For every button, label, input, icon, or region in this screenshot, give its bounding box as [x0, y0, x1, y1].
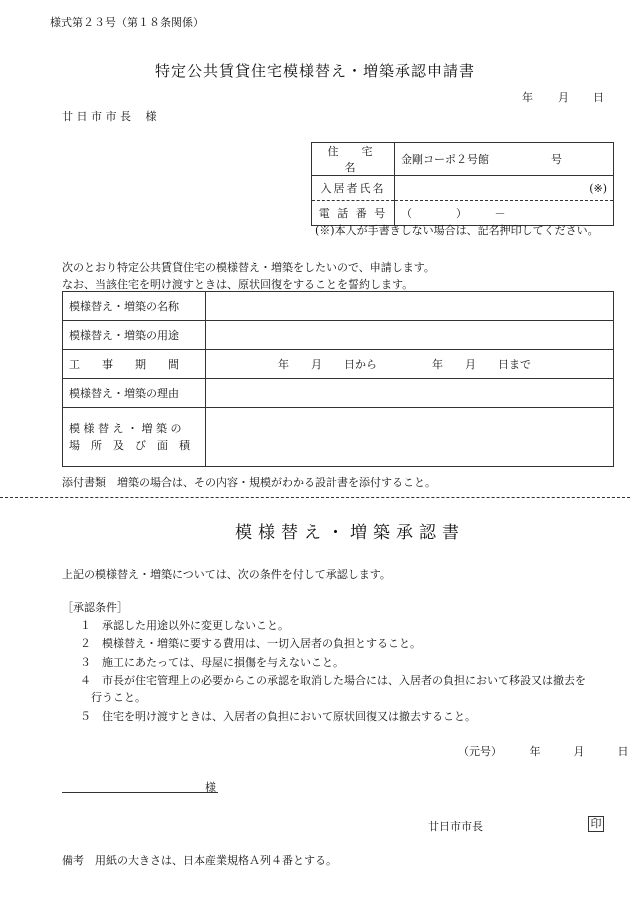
approval-title: 模様替え・増築承認書 [235, 523, 465, 543]
location-label [63, 408, 206, 467]
date-month: 月 [558, 91, 569, 104]
table-row [63, 321, 614, 350]
recipient-line[interactable] [62, 792, 218, 793]
approval-date: （元号） 年 月 日 [458, 745, 629, 758]
attachments-note: 添付書類 増築の場合は、その内容・規模がわかる設計書を添付すること。 [62, 476, 436, 489]
location-label-line-1: 模 様 替 え ・ 増 築 の [69, 422, 182, 435]
condition-item-continued: 行うこと。 [80, 691, 146, 704]
intro-line-2: なお、当該住宅を明け渡すときは、原状回復をすることを誓約します。 [62, 278, 414, 291]
intro-line-1: 次のとおり特定公共賃貸住宅の模様替え・増築をしたいので、申請します。 [62, 261, 435, 274]
table-row [63, 379, 614, 408]
table-row [63, 350, 614, 379]
purpose-label: 模様替え・増築の用途 [63, 321, 206, 350]
remarks: 備考 用紙の大きさは、日本産業規格Ａ列４番とする。 [62, 854, 337, 867]
table-row [63, 292, 614, 321]
signature-note: (※)本人が手書きしない場合は、記名押印してください。 [315, 224, 599, 237]
table-row [312, 143, 614, 176]
page-title: 特定公共賃貸住宅模様替え・増築承認申請書 [155, 62, 476, 80]
period-field[interactable]: 年 月 日から 年 月 日まで [206, 350, 614, 379]
table-row [63, 408, 614, 467]
condition-item: ２ 模様替え・増築に要する費用は、一切入居者の負担とすること。 [80, 637, 421, 650]
seal-mark: 印 [588, 816, 604, 832]
condition-item: ４ 市長が住宅管理上の必要からこの承認を取消した場合には、入居者の負担において移設又は撤去を [80, 674, 586, 687]
housing-name-value: 金剛コーポ２号館 [401, 153, 489, 166]
location-label-line-2: 場 所 及 び 面 積 [69, 439, 190, 452]
name-label: 模様替え・増築の名称 [63, 292, 206, 321]
approval-intro: 上記の模様替え・増築については、次の条件を付して承認します。 [62, 568, 391, 581]
phone-value: （ ） － [401, 207, 506, 220]
section-divider [0, 497, 630, 498]
resident-name-field[interactable] [395, 176, 614, 201]
room-number-suffix: 号 [551, 153, 562, 166]
resident-name-label: 入居者氏名 [312, 176, 395, 201]
condition-item: ５ 住宅を明け渡すときは、入居者の負担において原状回復又は撤去すること。 [80, 710, 476, 723]
location-field[interactable] [206, 408, 614, 467]
recipient-suffix: 様 [205, 781, 216, 794]
date-year: 年 [522, 91, 533, 104]
handwriting-mark: (※) [589, 181, 607, 195]
issuer-name: 廿日市市長 [428, 820, 483, 833]
table-row [312, 176, 614, 201]
conditions-header: ［承認条件］ [62, 601, 128, 614]
condition-item: １ 承認した用途以外に変更しないこと。 [80, 619, 289, 632]
date-day: 日 [593, 91, 604, 104]
phone-label: 電 話 番 号 [312, 201, 395, 226]
name-field[interactable] [206, 292, 614, 321]
form-number: 様式第２３号（第１８条関係） [50, 16, 204, 29]
reason-label: 模様替え・増築の理由 [63, 379, 206, 408]
condition-item: ３ 施工にあたっては、母屋に損傷を与えないこと。 [80, 656, 344, 669]
reason-field[interactable] [206, 379, 614, 408]
period-label: 工 事 期 間 [63, 350, 206, 379]
housing-name-label: 住 宅 名 [312, 143, 395, 176]
purpose-field[interactable] [206, 321, 614, 350]
addressee: 廿 日 市 市 長 様 [62, 110, 157, 123]
application-table [62, 291, 614, 467]
resident-table [311, 142, 614, 226]
housing-name-field[interactable] [395, 143, 614, 176]
